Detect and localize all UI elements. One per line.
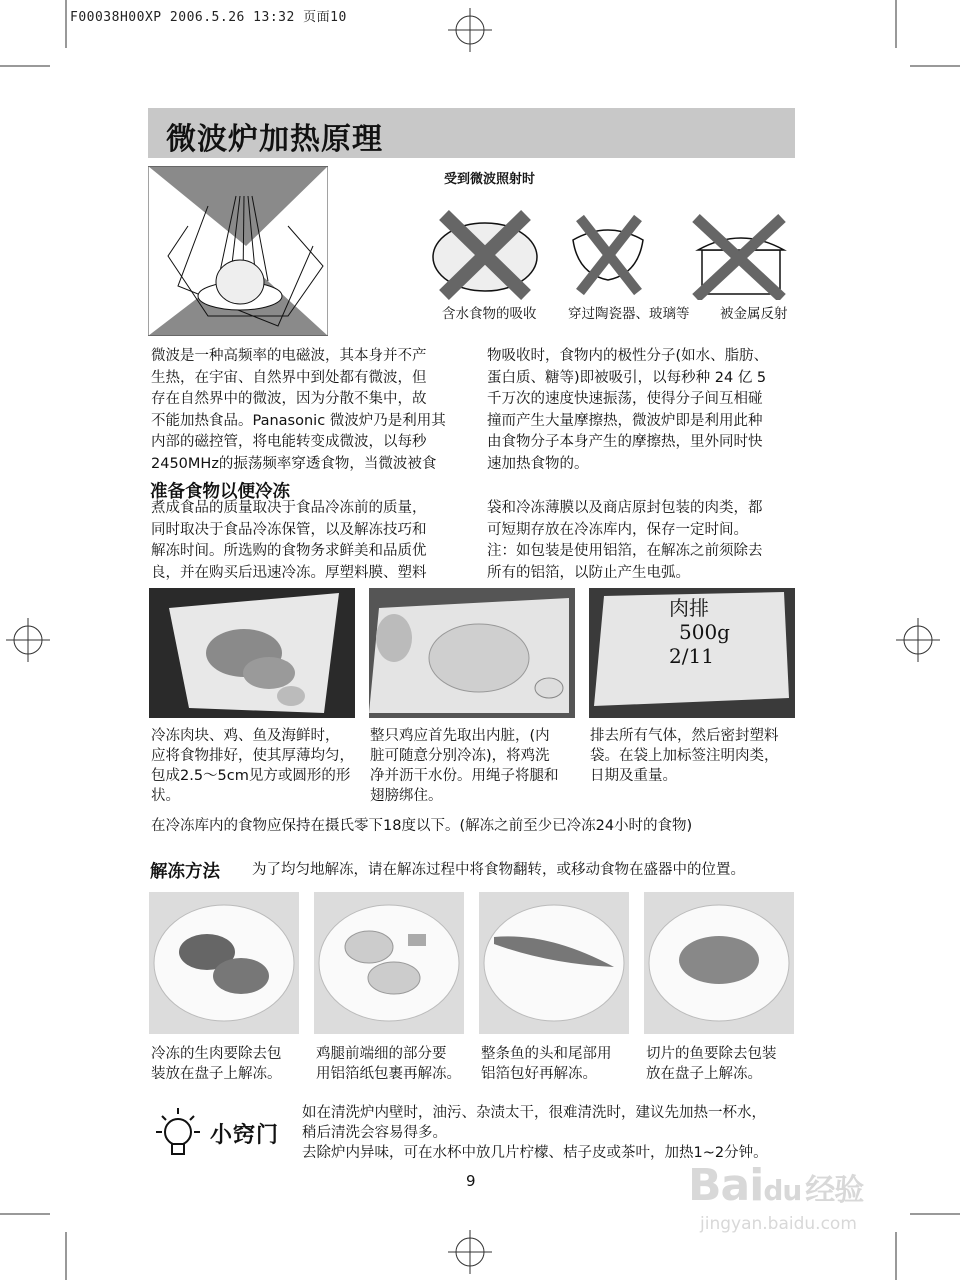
freezer-note: 在冷冻库内的食物应保持在摄氏零下18度以下。(解冻之前至少已冷冻24小时的食物): [151, 818, 693, 834]
photo-labeled-bag: [589, 588, 795, 718]
microwave-para-right: 物吸收时，食物内的极性分子(如水、脂肪、 蛋白质、糖等)即被吸引，以每秒种 24 亿 5 千万次的速度快速振荡，使得分子间互相碰 撞而产生大量摩擦热，微波炉即是利用此种 由食物分子本身产生的摩擦热，里外同时快 速加热食物的。: [487, 348, 769, 472]
photo-frozen-meat: [149, 588, 355, 718]
thaw-caption-fish: 整条鱼的头和尾部用 铝箔包好再解冻。: [481, 1046, 612, 1082]
icon-label-reflect: 被金属反射: [720, 306, 788, 322]
caption-labeled-bag: 排去所有气体，然后密封塑料 袋。在袋上加标签注明肉类， 日期及重量。: [590, 728, 779, 784]
plate-whole-fish: [479, 892, 629, 1034]
page-number: 9: [466, 1172, 476, 1190]
tips-text: 如在清洗炉内壁时，油污、杂渍太干，很难清洗时，建议先加热一杯水， 稍后清洗会容易得多。 去除炉内异味，可在水杯中放几片柠檬、桔子皮或茶叶，加热1~2分钟。: [302, 1105, 768, 1161]
plate-raw-meat: [149, 892, 299, 1034]
plate-chicken-legs: [314, 892, 464, 1034]
thaw-caption-chicken: 鸡腿前端细的部分要 用铝箔纸包裹再解冻。: [316, 1046, 461, 1082]
potato-absorb-icon: [430, 205, 540, 300]
bag-label-handwriting: 肉排 500g 2/11: [669, 596, 730, 668]
microwave-para-left: 微波是一种高频率的电磁波，其本身并不产 生热，在宇宙、自然界中到处都有微波，但 存在自然界中的微波，因为分散不集中，故 不能加热食品。Panasonic 微波炉乃是利用其 内部的磁控管，将电能转变成微波，以每秒 2450MHz的振荡频率穿透食物，当微波被食: [151, 348, 446, 472]
metal-pot-reflect-icon: [682, 212, 800, 300]
thaw-caption-fish-steak: 切片的鱼要除去包装 放在盘子上解冻。: [646, 1046, 777, 1082]
thaw-intro: 为了均匀地解冻，请在解冻过程中将食物翻转，或移动食物在盛器中的位置。: [252, 862, 745, 878]
prepare-heading: 准备食物以便冷冻: [150, 482, 290, 502]
photo-whole-chicken: [369, 588, 575, 718]
bowl-pass-through-icon: [568, 212, 648, 297]
tips-badge: 小窍门: [210, 1123, 280, 1148]
thaw-caption-meat: 冷冻的生肉要除去包 装放在盘子上解冻。: [151, 1046, 282, 1082]
thaw-heading: 解冻方法: [150, 862, 220, 882]
icon-label-pass: 穿过陶瓷器、玻璃等: [568, 306, 690, 322]
microwave-diagram: [148, 166, 328, 336]
print-header: F00038H00XP 2006.5.26 13:32 页面10: [70, 10, 347, 25]
caption-whole-chicken: 整只鸡应首先取出内脏，(内 脏可随意分别冷冻)，将鸡洗 净并沥干水份。用绳子将腿和 翅膀绑住。: [370, 728, 559, 804]
caption-frozen-meat: 冷冻肉块、鸡、鱼及海鲜时， 应将食物排好，使其厚薄均匀， 包成2.5～5cm见方或圆形的形 状。: [151, 728, 354, 804]
icon-label-absorb: 含水食物的吸收: [442, 306, 537, 322]
plate-fish-steak: [644, 892, 794, 1034]
page-title: 微波炉加热原理: [166, 122, 383, 157]
watermark-url: jingyan.baidu.com: [700, 1214, 857, 1234]
watermark-logo: Baidu 经验: [688, 1160, 864, 1211]
microwave-caption: 受到微波照射时: [444, 172, 536, 187]
prepare-para-left: 煮成食品的质量取决于食品冷冻前的质量， 同时取决于食品冷冻保管，以及解冻技巧和 解冻时间。所选购的食物务求鲜美和品质优 良，并在购买后迅速冷冻。厚塑料膜、塑料: [151, 500, 427, 581]
lightbulb-icon: [150, 1106, 206, 1162]
prepare-para-right: 袋和冷冻薄膜以及商店原封包装的肉类，都 可短期存放在冷冻库内，保存一定时间。 注：如包装是使用铝箔，在解冻之前须除去 所有的铝箔，以防止产生电弧。: [487, 500, 763, 581]
